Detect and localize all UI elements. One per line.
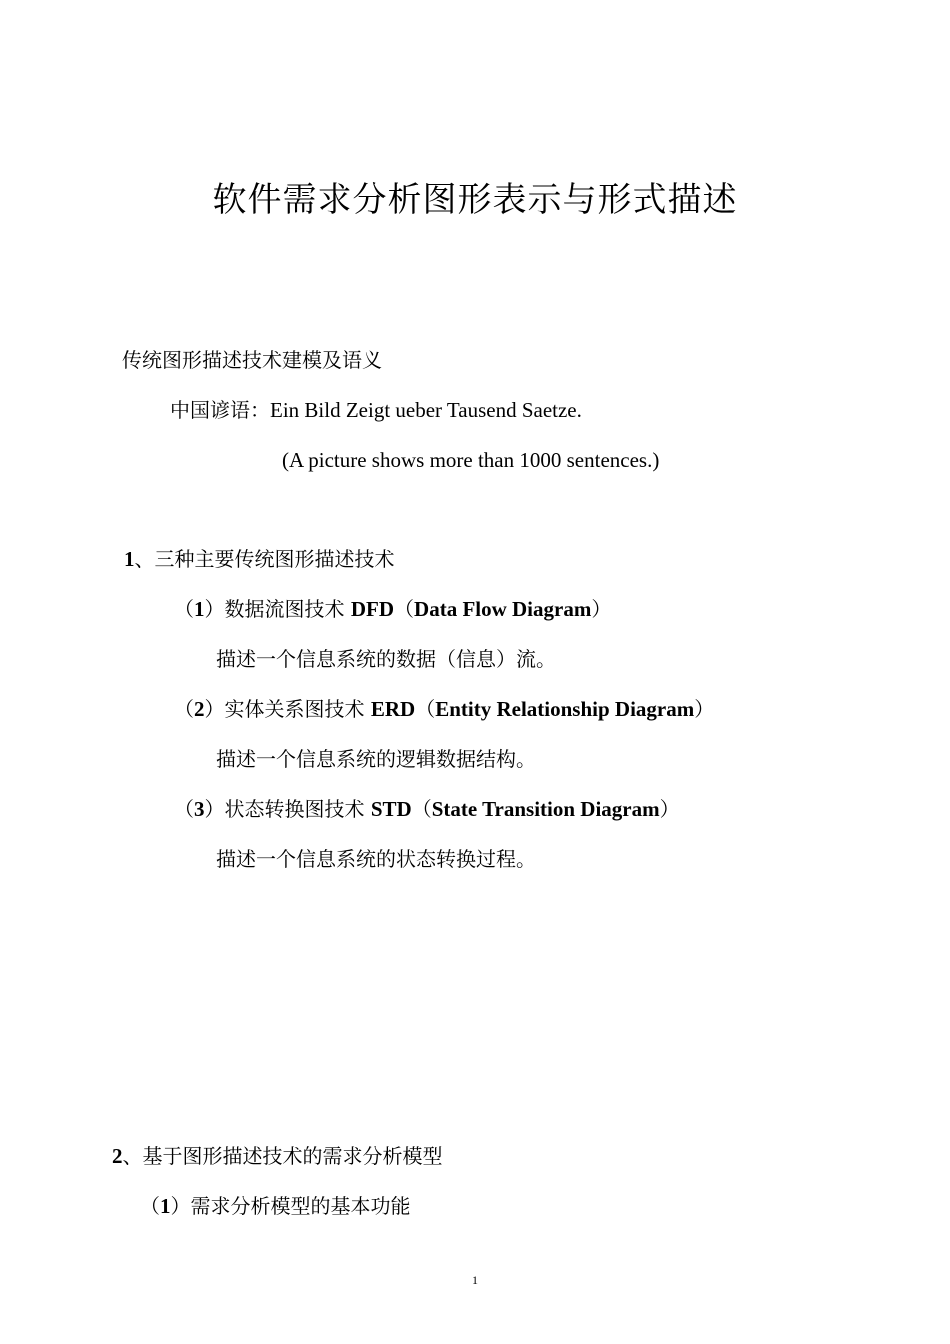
item-description: 描述一个信息系统的数据（信息）流。 [216,647,556,671]
section1-title: 、三种主要传统图形描述技术 [134,547,395,571]
paren-open: （ [174,797,194,821]
subitem-text: 需求分析模型的基本功能 [190,1194,411,1218]
paren-close: ） [170,1194,191,1218]
section2-heading [112,1144,443,1168]
paren-close: ） [204,697,225,721]
paren-close: ） [204,797,225,821]
item-number: 1 [194,597,205,621]
list-item [174,597,611,621]
proverb-translation: (A picture shows more than 1000 sentences.) [282,448,660,472]
intro-heading: 传统图形描述技术建模及语义 [122,348,382,372]
paren-open: （ [174,697,194,721]
item-abbr: DFD [350,597,395,621]
item-abbr: STD [370,797,412,821]
section2-number: 2 [112,1144,123,1168]
item-full-name: State Transition Diagram [431,797,660,821]
paren-open: （ [174,597,194,621]
item-description: 描述一个信息系统的状态转换过程。 [216,847,536,871]
paren-open: （ [415,697,436,721]
item-number: 2 [194,697,205,721]
proverb-label: 中国谚语： [170,398,270,422]
list-item [174,697,714,721]
paren-open: （ [394,597,415,621]
paren-close: ） [204,597,225,621]
section2-subitem [140,1194,411,1218]
item-number: 3 [194,797,205,821]
item-name: 状态转换图技术 [224,797,371,821]
item-description: 描述一个信息系统的逻辑数据结构。 [216,747,536,771]
section1-number: 1 [124,547,135,571]
item-full-name: Data Flow Diagram [414,597,592,621]
paren-close: ） [694,697,715,721]
item-name: 数据流图技术 [224,597,351,621]
item-number: 1 [160,1194,171,1218]
item-full-name: Entity Relationship Diagram [435,697,695,721]
item-name: 实体关系图技术 [224,697,371,721]
proverb-line [170,398,582,422]
paren-open: （ [411,797,432,821]
document-title: 软件需求分析图形表示与形式描述 [212,180,738,220]
list-item [174,797,680,821]
proverb-text: Ein Bild Zeigt ueber Tausend Saetze. [270,398,582,422]
paren-close: ） [659,797,680,821]
section1-heading [124,547,395,571]
paren-close: ） [591,597,612,621]
paren-open: （ [140,1194,160,1218]
section2-title: 、基于图形描述技术的需求分析模型 [122,1144,443,1168]
item-abbr: ERD [370,697,416,721]
page-number: 1 [472,1273,478,1287]
